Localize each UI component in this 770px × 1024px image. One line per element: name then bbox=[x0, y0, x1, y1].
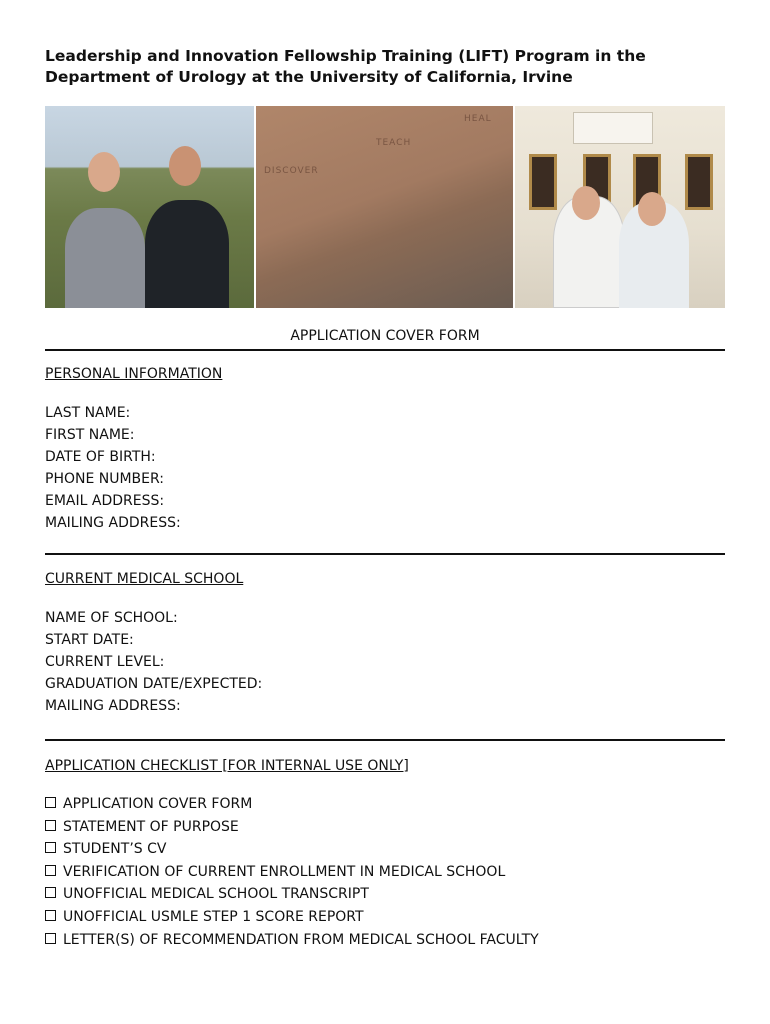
photo-engraved-wall bbox=[256, 106, 513, 308]
form-title: APPLICATION COVER FORM bbox=[290, 328, 480, 344]
checklist-item-label: STATEMENT OF PURPOSE bbox=[63, 818, 239, 835]
checklist-item bbox=[45, 906, 539, 929]
checkbox-icon[interactable] bbox=[45, 797, 56, 808]
divider bbox=[45, 349, 725, 351]
checklist-item-label: UNOFFICIAL USMLE STEP 1 SCORE REPORT bbox=[63, 908, 364, 925]
personal-information-fields bbox=[45, 402, 181, 534]
portrait-frame bbox=[685, 154, 713, 210]
current-medical-school-heading: CURRENT MEDICAL SCHOOL bbox=[45, 571, 244, 587]
name-of-school-field: NAME OF SCHOOL: bbox=[45, 610, 178, 626]
person-white-coat-head bbox=[572, 186, 600, 220]
checklist-item-label: LETTER(S) OF RECOMMENDATION FROM MEDICAL SCHOOL FACULTY bbox=[63, 931, 539, 948]
person-right-head bbox=[169, 146, 201, 186]
checklist-item bbox=[45, 838, 539, 861]
checklist-item-label: STUDENT’S CV bbox=[63, 841, 167, 858]
email-address-field: EMAIL ADDRESS: bbox=[45, 493, 165, 509]
checklist-item bbox=[45, 883, 539, 906]
graduation-date-field: GRADUATION DATE/EXPECTED: bbox=[45, 676, 263, 692]
checkbox-icon[interactable] bbox=[45, 933, 56, 944]
school-mailing-address-field: MAILING ADDRESS: bbox=[45, 698, 181, 714]
leadership-plaque bbox=[573, 112, 653, 144]
person-left-suit bbox=[65, 208, 145, 308]
checklist-item-label: UNOFFICIAL MEDICAL SCHOOL TRANSCRIPT bbox=[63, 886, 369, 903]
mailing-address-field: MAILING ADDRESS: bbox=[45, 515, 181, 531]
person-left-head bbox=[88, 152, 120, 192]
checklist-item-label: VERIFICATION OF CURRENT ENROLLMENT IN MEDICAL SCHOOL bbox=[63, 863, 506, 880]
current-level-field: CURRENT LEVEL: bbox=[45, 654, 165, 670]
photo-two-faculty-outdoors bbox=[45, 106, 254, 308]
checkbox-icon[interactable] bbox=[45, 887, 56, 898]
divider bbox=[45, 739, 725, 741]
checkbox-icon[interactable] bbox=[45, 865, 56, 876]
photo-two-students-leadership-wall bbox=[515, 106, 725, 308]
application-checklist-heading: APPLICATION CHECKLIST [FOR INTERNAL USE ONLY] bbox=[45, 758, 409, 774]
wall-word-teach: TEACH bbox=[376, 138, 412, 148]
title-line-2: Department of Urology at the University of California, Irvine bbox=[45, 68, 573, 86]
checkbox-icon[interactable] bbox=[45, 820, 56, 831]
checklist-item bbox=[45, 929, 539, 952]
date-of-birth-field: DATE OF BIRTH: bbox=[45, 449, 156, 465]
checklist-item bbox=[45, 816, 539, 839]
portrait-frame bbox=[529, 154, 557, 210]
wall-word-heal: HEAL bbox=[464, 114, 492, 124]
title-line-1: Leadership and Innovation Fellowship Training (LIFT) Program in the bbox=[45, 47, 646, 65]
checklist-item-label: APPLICATION COVER FORM bbox=[63, 796, 253, 812]
person-right-suit bbox=[145, 200, 229, 308]
photo-banner bbox=[45, 106, 725, 308]
last-name-field: LAST NAME: bbox=[45, 405, 131, 421]
application-checklist bbox=[45, 793, 539, 951]
phone-number-field: PHONE NUMBER: bbox=[45, 471, 165, 487]
divider bbox=[45, 553, 725, 555]
personal-information-heading: PERSONAL INFORMATION bbox=[45, 366, 223, 382]
medical-school-fields bbox=[45, 607, 262, 717]
wall-word-discover: DISCOVER bbox=[264, 166, 319, 176]
person-shirt-head bbox=[638, 192, 666, 226]
checklist-item bbox=[45, 861, 539, 884]
first-name-field: FIRST NAME: bbox=[45, 427, 135, 443]
checkbox-icon[interactable] bbox=[45, 910, 56, 921]
document-title bbox=[45, 46, 735, 88]
checklist-item bbox=[45, 793, 539, 816]
checkbox-icon[interactable] bbox=[45, 842, 56, 853]
start-date-field: START DATE: bbox=[45, 632, 134, 648]
